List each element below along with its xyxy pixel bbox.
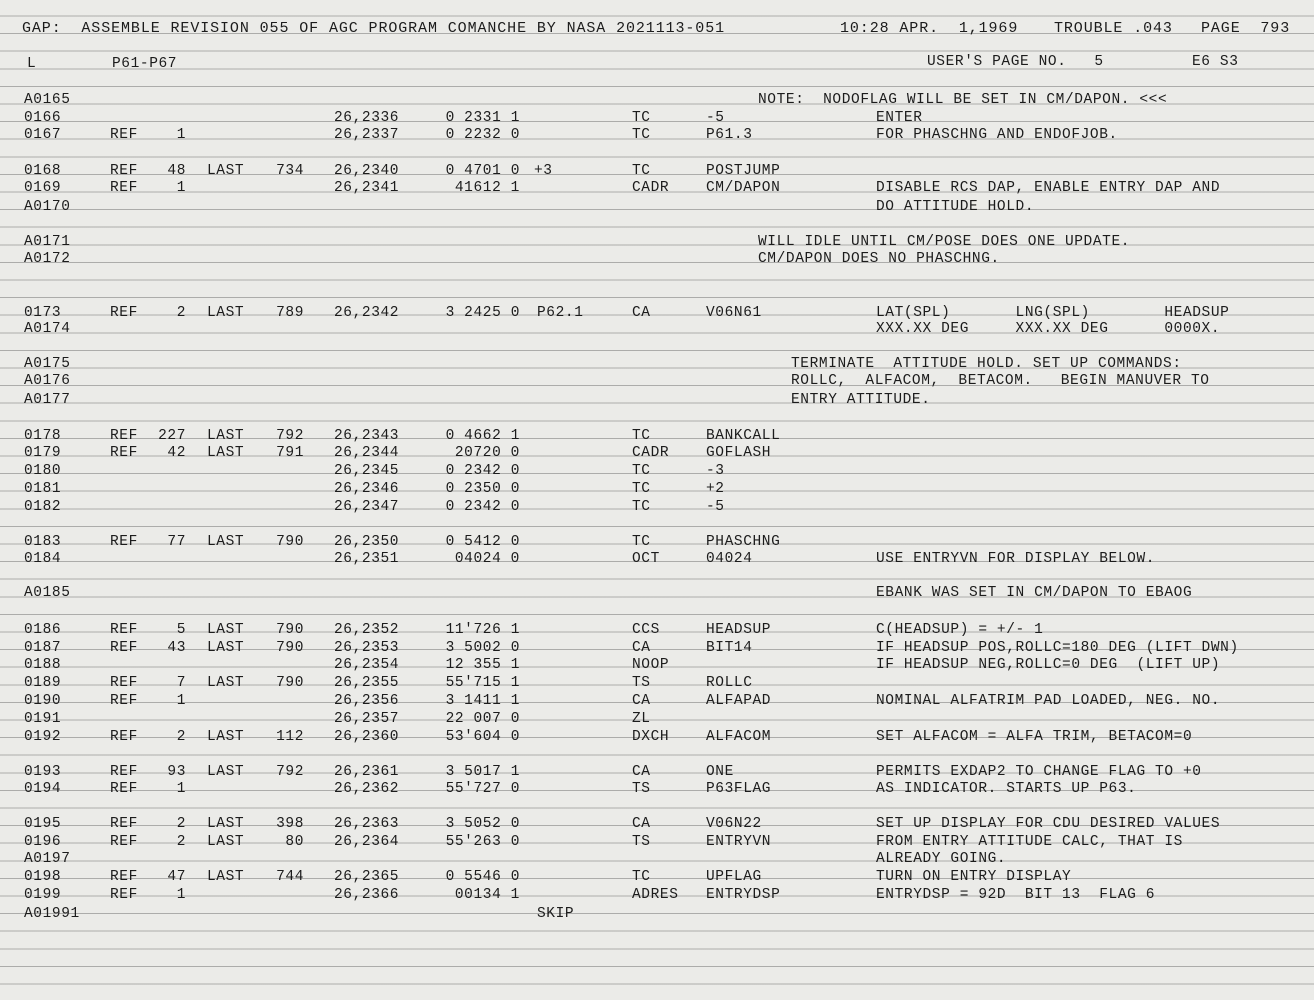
row-op: CA: [632, 764, 651, 780]
row-op: TS: [632, 781, 651, 797]
row-operand: HEADSUP: [706, 622, 772, 638]
row-flag: +3: [534, 163, 553, 179]
row-addr: 26,2347: [334, 499, 400, 515]
row-op: NOOP: [632, 657, 670, 673]
row-addr: 26,2345: [334, 463, 400, 479]
row-refnum: 5: [176, 622, 186, 638]
row-addr: 26,2343: [334, 428, 400, 444]
row-line: A0197: [24, 851, 71, 867]
row-lastnum: 791: [276, 445, 304, 461]
row-operand: 04024: [706, 551, 753, 567]
row-line: 0179: [24, 445, 62, 461]
row-line: 0182: [24, 499, 62, 515]
row-op: ZL: [632, 711, 651, 727]
row-code: 0 2350 0: [445, 481, 520, 497]
row-line: A0185: [24, 585, 71, 601]
row-operand: P61.3: [706, 127, 753, 143]
row-ref: REF: [110, 781, 138, 797]
timestamp: 10:28 APR. 1,1969: [840, 20, 1019, 37]
row-ref: REF: [110, 693, 138, 709]
row-code: 3 5017 1: [445, 764, 520, 780]
row-comment: ROLLC, ALFACOM, BETACOM. BEGIN MANUVER TO: [791, 373, 1210, 389]
row-code: 12 355 1: [445, 657, 520, 673]
row-lastnum: 792: [276, 428, 304, 444]
row-line: A0170: [24, 199, 71, 215]
row-operand: V06N61: [706, 305, 762, 321]
row-comment: ENTRYDSP = 92D BIT 13 FLAG 6: [876, 887, 1156, 903]
row-comment: AS INDICATOR. STARTS UP P63.: [876, 781, 1137, 797]
row-line: A0171: [24, 234, 71, 250]
row-addr: 26,2365: [334, 869, 400, 885]
row-addr: 26,2366: [334, 887, 400, 903]
row-code: 00134 1: [454, 887, 520, 903]
row-line: A0174: [24, 321, 71, 337]
row-code: 3 1411 1: [445, 693, 520, 709]
row-comment: WILL IDLE UNTIL CM/POSE DOES ONE UPDATE.: [758, 234, 1131, 250]
row-op: TC: [632, 127, 651, 143]
row-last: LAST: [207, 869, 245, 885]
row-last: LAST: [207, 163, 245, 179]
row-comment: IF HEADSUP NEG,ROLLC=0 DEG (LIFT UP): [876, 657, 1221, 673]
row-line: 0192: [24, 729, 62, 745]
row-op: TC: [632, 428, 651, 444]
row-operand: ENTRYDSP: [706, 887, 781, 903]
row-operand: BANKCALL: [706, 428, 781, 444]
row-comment: NOTE: NODOFLAG WILL BE SET IN CM/DAPON. <<<: [758, 92, 1168, 108]
row-code: 20720 0: [454, 445, 520, 461]
row-refnum: 47: [167, 869, 186, 885]
e6-s3-marker: E6 S3: [1192, 54, 1239, 70]
row-ref: REF: [110, 180, 138, 196]
row-ref: REF: [110, 887, 138, 903]
row-ref: REF: [110, 869, 138, 885]
row-refnum: 1: [176, 887, 186, 903]
row-refnum: 1: [176, 693, 186, 709]
row-op: TC: [632, 110, 651, 126]
row-operand: -3: [706, 463, 725, 479]
row-refnum: 7: [176, 675, 186, 691]
row-code: 53'604 0: [445, 729, 520, 745]
row-ref: REF: [110, 305, 138, 321]
row-addr: 26,2354: [334, 657, 400, 673]
row-operand: ALFAPAD: [706, 693, 772, 709]
row-label: P62.1: [537, 305, 584, 321]
row-comment: XXX.XX DEG XXX.XX DEG 0000X.: [876, 321, 1221, 337]
row-addr: 26,2346: [334, 481, 400, 497]
page-number: PAGE 793: [1201, 20, 1291, 37]
row-comment: NOMINAL ALFATRIM PAD LOADED, NEG. NO.: [876, 693, 1221, 709]
row-comment: CM/DAPON DOES NO PHASCHNG.: [758, 251, 1000, 267]
row-code: 41612 1: [454, 180, 520, 196]
users-page-number: USER'S PAGE NO. 5: [927, 54, 1104, 70]
row-comment: C(HEADSUP) = +/- 1: [876, 622, 1044, 638]
row-op: CADR: [632, 445, 670, 461]
row-line: A0172: [24, 251, 71, 267]
row-refnum: 1: [176, 127, 186, 143]
row-lastnum: 80: [285, 834, 304, 850]
row-ref: REF: [110, 534, 138, 550]
row-refnum: 48: [167, 163, 186, 179]
row-ref: REF: [110, 834, 138, 850]
row-refnum: 43: [167, 640, 186, 656]
row-refnum: 2: [176, 729, 186, 745]
row-operand: GOFLASH: [706, 445, 772, 461]
row-op: TC: [632, 463, 651, 479]
row-op: TC: [632, 534, 651, 550]
row-comment: IF HEADSUP POS,ROLLC=180 DEG (LIFT DWN): [876, 640, 1239, 656]
row-last: LAST: [207, 640, 245, 656]
row-lastnum: 744: [276, 869, 304, 885]
row-label: SKIP: [537, 906, 575, 922]
row-line: 0199: [24, 887, 62, 903]
row-refnum: 2: [176, 816, 186, 832]
row-last: LAST: [207, 834, 245, 850]
row-comment: ENTRY ATTITUDE.: [791, 392, 931, 408]
row-addr: 26,2364: [334, 834, 400, 850]
row-operand: ENTRYVN: [706, 834, 772, 850]
row-op: OCT: [632, 551, 660, 567]
row-op: TC: [632, 869, 651, 885]
row-line: 0195: [24, 816, 62, 832]
row-comment: TERMINATE ATTITUDE HOLD. SET UP COMMANDS:: [791, 356, 1182, 372]
row-op: TC: [632, 481, 651, 497]
row-operand: ONE: [706, 764, 734, 780]
row-addr: 26,2353: [334, 640, 400, 656]
row-op: CA: [632, 305, 651, 321]
row-op: TS: [632, 834, 651, 850]
row-ref: REF: [110, 816, 138, 832]
row-operand: -5: [706, 110, 725, 126]
row-line: 0191: [24, 711, 62, 727]
row-lastnum: 112: [276, 729, 304, 745]
row-code: 0 5412 0: [445, 534, 520, 550]
row-lastnum: 790: [276, 640, 304, 656]
row-comment: ALREADY GOING.: [876, 851, 1007, 867]
row-line: 0183: [24, 534, 62, 550]
trouble-code: TROUBLE .043: [1054, 20, 1173, 37]
row-comment: EBANK WAS SET IN CM/DAPON TO EBAOG: [876, 585, 1193, 601]
row-operand: UPFLAG: [706, 869, 762, 885]
row-addr: 26,2344: [334, 445, 400, 461]
row-refnum: 1: [176, 781, 186, 797]
row-line: 0178: [24, 428, 62, 444]
row-addr: 26,2341: [334, 180, 400, 196]
row-operand: ALFACOM: [706, 729, 772, 745]
row-op: CADR: [632, 180, 670, 196]
row-comment: SET UP DISPLAY FOR CDU DESIRED VALUES: [876, 816, 1221, 832]
row-last: LAST: [207, 622, 245, 638]
row-op: CA: [632, 816, 651, 832]
row-op: CCS: [632, 622, 660, 638]
row-operand: POSTJUMP: [706, 163, 781, 179]
row-comment: TURN ON ENTRY DISPLAY: [876, 869, 1072, 885]
row-refnum: 227: [158, 428, 186, 444]
row-line: 0194: [24, 781, 62, 797]
row-lastnum: 790: [276, 675, 304, 691]
row-ref: REF: [110, 764, 138, 780]
row-ref: REF: [110, 675, 138, 691]
program-header: GAP: ASSEMBLE REVISION 055 OF AGC PROGRAM COMANCHE BY NASA 2021113-051: [22, 20, 726, 37]
row-lastnum: 789: [276, 305, 304, 321]
row-lastnum: 790: [276, 534, 304, 550]
row-line: 0184: [24, 551, 62, 567]
row-operand: CM/DAPON: [706, 180, 781, 196]
row-line: 0180: [24, 463, 62, 479]
row-operand: -5: [706, 499, 725, 515]
row-code: 3 5002 0: [445, 640, 520, 656]
row-line: 0190: [24, 693, 62, 709]
row-ref: REF: [110, 163, 138, 179]
row-op: TC: [632, 163, 651, 179]
row-comment: FOR PHASCHNG AND ENDOFJOB.: [876, 127, 1118, 143]
row-line: 0168: [24, 163, 62, 179]
row-comment: FROM ENTRY ATTITUDE CALC, THAT IS: [876, 834, 1183, 850]
row-line: 0187: [24, 640, 62, 656]
row-addr: 26,2362: [334, 781, 400, 797]
row-code: 55'263 0: [445, 834, 520, 850]
row-line: 0186: [24, 622, 62, 638]
row-code: 11'726 1: [445, 622, 520, 638]
row-ref: REF: [110, 445, 138, 461]
row-code: 04024 0: [454, 551, 520, 567]
row-line: 0198: [24, 869, 62, 885]
row-code: 22 007 0: [445, 711, 520, 727]
section-title: P61-P67: [112, 56, 178, 72]
row-code: 0 2232 0: [445, 127, 520, 143]
row-line: A01991: [24, 906, 80, 922]
row-comment: PERMITS EXDAP2 TO CHANGE FLAG TO +0: [876, 764, 1202, 780]
row-operand: PHASCHNG: [706, 534, 781, 550]
row-addr: 26,2357: [334, 711, 400, 727]
row-op: TS: [632, 675, 651, 691]
row-line: 0193: [24, 764, 62, 780]
row-refnum: 1: [176, 180, 186, 196]
row-last: LAST: [207, 675, 245, 691]
row-ref: REF: [110, 729, 138, 745]
row-addr: 26,2351: [334, 551, 400, 567]
row-comment: DO ATTITUDE HOLD.: [876, 199, 1035, 215]
row-comment: LAT(SPL) LNG(SPL) HEADSUP: [876, 305, 1230, 321]
row-addr: 26,2355: [334, 675, 400, 691]
row-line: 0196: [24, 834, 62, 850]
row-ref: REF: [110, 428, 138, 444]
row-addr: 26,2352: [334, 622, 400, 638]
l-marker: L: [27, 56, 37, 72]
row-last: LAST: [207, 729, 245, 745]
row-operand: V06N22: [706, 816, 762, 832]
row-ref: REF: [110, 622, 138, 638]
row-addr: 26,2356: [334, 693, 400, 709]
row-addr: 26,2360: [334, 729, 400, 745]
row-code: 0 2342 0: [445, 499, 520, 515]
row-line: 0169: [24, 180, 62, 196]
row-op: DXCH: [632, 729, 670, 745]
row-addr: 26,2340: [334, 163, 400, 179]
row-refnum: 42: [167, 445, 186, 461]
row-operand: +2: [706, 481, 725, 497]
row-code: 0 5546 0: [445, 869, 520, 885]
row-last: LAST: [207, 764, 245, 780]
row-last: LAST: [207, 816, 245, 832]
row-last: LAST: [207, 428, 245, 444]
row-addr: 26,2337: [334, 127, 400, 143]
row-refnum: 2: [176, 305, 186, 321]
row-line: 0173: [24, 305, 62, 321]
row-refnum: 93: [167, 764, 186, 780]
row-line: 0167: [24, 127, 62, 143]
row-last: LAST: [207, 445, 245, 461]
row-lastnum: 790: [276, 622, 304, 638]
row-refnum: 2: [176, 834, 186, 850]
row-line: 0189: [24, 675, 62, 691]
row-ref: REF: [110, 640, 138, 656]
row-last: LAST: [207, 305, 245, 321]
row-code: 0 2331 1: [445, 110, 520, 126]
row-line: A0175: [24, 356, 71, 372]
row-code: 55'715 1: [445, 675, 520, 691]
row-code: 0 4662 1: [445, 428, 520, 444]
row-op: TC: [632, 499, 651, 515]
row-addr: 26,2363: [334, 816, 400, 832]
row-op: CA: [632, 640, 651, 656]
row-line: A0165: [24, 92, 71, 108]
row-line: 0188: [24, 657, 62, 673]
row-line: A0177: [24, 392, 71, 408]
row-comment: ENTER: [876, 110, 923, 126]
row-refnum: 77: [167, 534, 186, 550]
row-addr: 26,2342: [334, 305, 400, 321]
row-line: 0166: [24, 110, 62, 126]
row-last: LAST: [207, 534, 245, 550]
row-addr: 26,2361: [334, 764, 400, 780]
row-code: 3 5052 0: [445, 816, 520, 832]
row-comment: USE ENTRYVN FOR DISPLAY BELOW.: [876, 551, 1156, 567]
row-lastnum: 734: [276, 163, 304, 179]
row-ref: REF: [110, 127, 138, 143]
row-code: 0 4701 0: [445, 163, 520, 179]
row-operand: P63FLAG: [706, 781, 772, 797]
row-code: 0 2342 0: [445, 463, 520, 479]
row-addr: 26,2336: [334, 110, 400, 126]
row-operand: BIT14: [706, 640, 753, 656]
row-line: A0176: [24, 373, 71, 389]
row-lastnum: 792: [276, 764, 304, 780]
row-lastnum: 398: [276, 816, 304, 832]
row-comment: SET ALFACOM = ALFA TRIM, BETACOM=0: [876, 729, 1193, 745]
row-line: 0181: [24, 481, 62, 497]
row-operand: ROLLC: [706, 675, 753, 691]
row-code: 3 2425 0: [445, 305, 520, 321]
row-addr: 26,2350: [334, 534, 400, 550]
row-code: 55'727 0: [445, 781, 520, 797]
row-op: CA: [632, 693, 651, 709]
row-comment: DISABLE RCS DAP, ENABLE ENTRY DAP AND: [876, 180, 1221, 196]
row-op: ADRES: [632, 887, 679, 903]
